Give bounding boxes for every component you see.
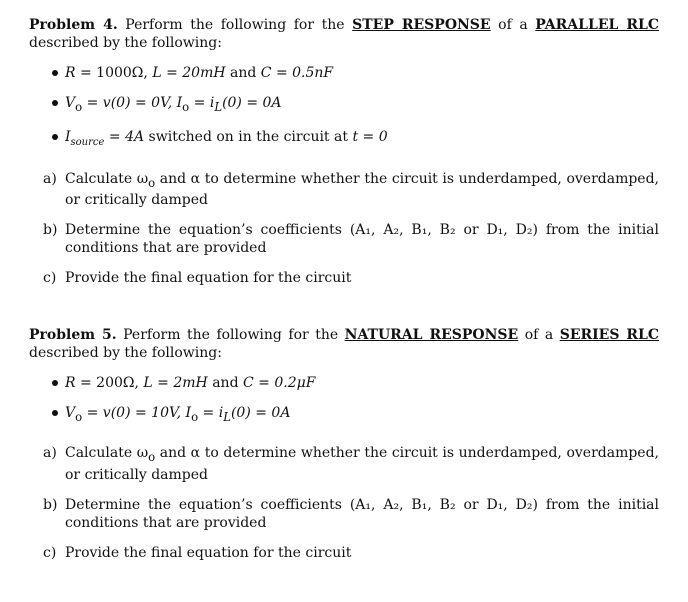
- problem-5: [29, 326, 659, 562]
- var-Vo: V: [65, 95, 76, 111]
- part-c-text: Provide the final equation for the circuit: [65, 270, 352, 287]
- part-b-text: Determine the equation’s coefficients (A₁, A₂, B₁, B₂ or D₁, D₂) from the initial conditions that are provided: [65, 496, 659, 531]
- part-a-text-2: and α to determine whether the circuit is underdamped, overdamped, or critically damped: [65, 444, 660, 483]
- problem-5-keyword-response: NATURAL RESPONSE: [344, 327, 519, 343]
- var-C: C: [242, 375, 254, 391]
- and-word: and: [207, 375, 243, 391]
- problem-5-heading: Problem 5.: [29, 327, 117, 343]
- problem-4-keyword-response: STEP RESPONSE: [352, 17, 491, 33]
- source-switch-text: switched on in the circuit at: [144, 128, 353, 145]
- problem-5-given-initial: [29, 404, 659, 426]
- part-b-label: b): [43, 496, 58, 513]
- problem-5-part-c: [29, 544, 659, 562]
- value-R: = 1000Ω,: [75, 65, 153, 81]
- problem-5-intro-post: described by the following:: [29, 345, 222, 361]
- value-C: = 0.2μF: [253, 375, 316, 391]
- value-iL-prefix: = i: [198, 405, 224, 421]
- value-iL-prefix: = i: [189, 95, 215, 111]
- problem-4-intro: [29, 16, 659, 52]
- part-a-omega-sub: o: [148, 175, 156, 190]
- part-a-text-2: and α to determine whether the circuit is underdamped, overdamped, or critically damped: [65, 170, 660, 209]
- problem-4-given-source: [29, 128, 659, 152]
- value-L: = 2mH: [152, 375, 208, 391]
- var-Io: I: [176, 95, 183, 111]
- part-c-text: Provide the final equation for the circuit: [65, 544, 352, 561]
- value-R: = 200Ω,: [75, 375, 144, 391]
- value-I-source: = 4A: [104, 128, 145, 145]
- problem-5-parts: [29, 444, 659, 562]
- part-c-label: c): [43, 270, 57, 287]
- part-a-label: a): [43, 170, 57, 187]
- part-b-label: b): [43, 222, 58, 239]
- var-I-source-sub: source: [70, 136, 105, 148]
- problem-4-given-list: [29, 64, 659, 152]
- problem-5-given-list: [29, 374, 659, 426]
- problem-5-intro-text: Perform the following for the: [116, 327, 345, 343]
- var-Io: I: [185, 405, 192, 421]
- value-i0: (0) = 0A: [222, 95, 282, 111]
- and-word: and: [225, 65, 261, 81]
- var-R: R: [65, 65, 76, 81]
- problem-4-intro-text: Perform the following for the: [117, 17, 353, 33]
- problem-5-keyword-circuit: SERIES RLC: [559, 327, 660, 343]
- part-c-label: c): [43, 544, 57, 561]
- part-a-text: Calculate ω: [65, 170, 149, 187]
- part-a-omega-sub: o: [148, 449, 156, 464]
- var-Vo-sub: o: [75, 409, 83, 424]
- var-Io-sub: o: [191, 409, 199, 424]
- problem-4-part-a: [29, 170, 659, 210]
- problem-4-parts: [29, 170, 659, 288]
- value-L: = 20mH: [161, 65, 226, 81]
- problem-4: [29, 16, 659, 287]
- problem-5-intro: [29, 326, 659, 362]
- value-C: = 0.5nF: [271, 65, 334, 81]
- var-iL-sub: L: [214, 99, 223, 114]
- problem-4-given-initial: [29, 94, 659, 116]
- value-v0: = v(0) = 10V,: [82, 405, 186, 421]
- problem-5-intro-mid: of a: [518, 327, 560, 343]
- var-Vo: V: [65, 405, 76, 421]
- problem-4-intro-post: described by the following:: [29, 35, 222, 51]
- value-t0: t = 0: [352, 128, 388, 145]
- problem-4-part-c: [29, 269, 659, 287]
- var-iL-sub: L: [223, 409, 231, 424]
- value-i0: (0) = 0A: [230, 405, 291, 421]
- problem-4-given-rlc: [29, 64, 659, 82]
- problem-4-part-b: [29, 221, 659, 257]
- var-I-source: I: [65, 128, 71, 145]
- var-R: R: [65, 375, 76, 391]
- problem-4-heading: Problem 4.: [29, 17, 118, 33]
- var-L: L: [143, 375, 153, 391]
- var-Vo-sub: o: [75, 99, 83, 114]
- problem-5-part-a: [29, 444, 659, 484]
- var-C: C: [260, 65, 272, 81]
- var-Io-sub: o: [182, 99, 190, 114]
- problem-5-given-rlc: [29, 374, 659, 392]
- part-a-text: Calculate ω: [65, 444, 149, 461]
- value-v0: = v(0) = 0V,: [82, 95, 177, 111]
- part-a-label: a): [43, 444, 57, 461]
- part-b-text: Determine the equation’s coefficients (A₁, A₂, B₁, B₂ or D₁, D₂) from the initial conditions that are provided: [65, 222, 659, 257]
- problem-4-intro-mid: of a: [490, 17, 536, 33]
- problem-5-part-b: [29, 496, 659, 532]
- problem-4-keyword-circuit: PARALLEL RLC: [535, 17, 659, 33]
- var-L: L: [152, 65, 162, 81]
